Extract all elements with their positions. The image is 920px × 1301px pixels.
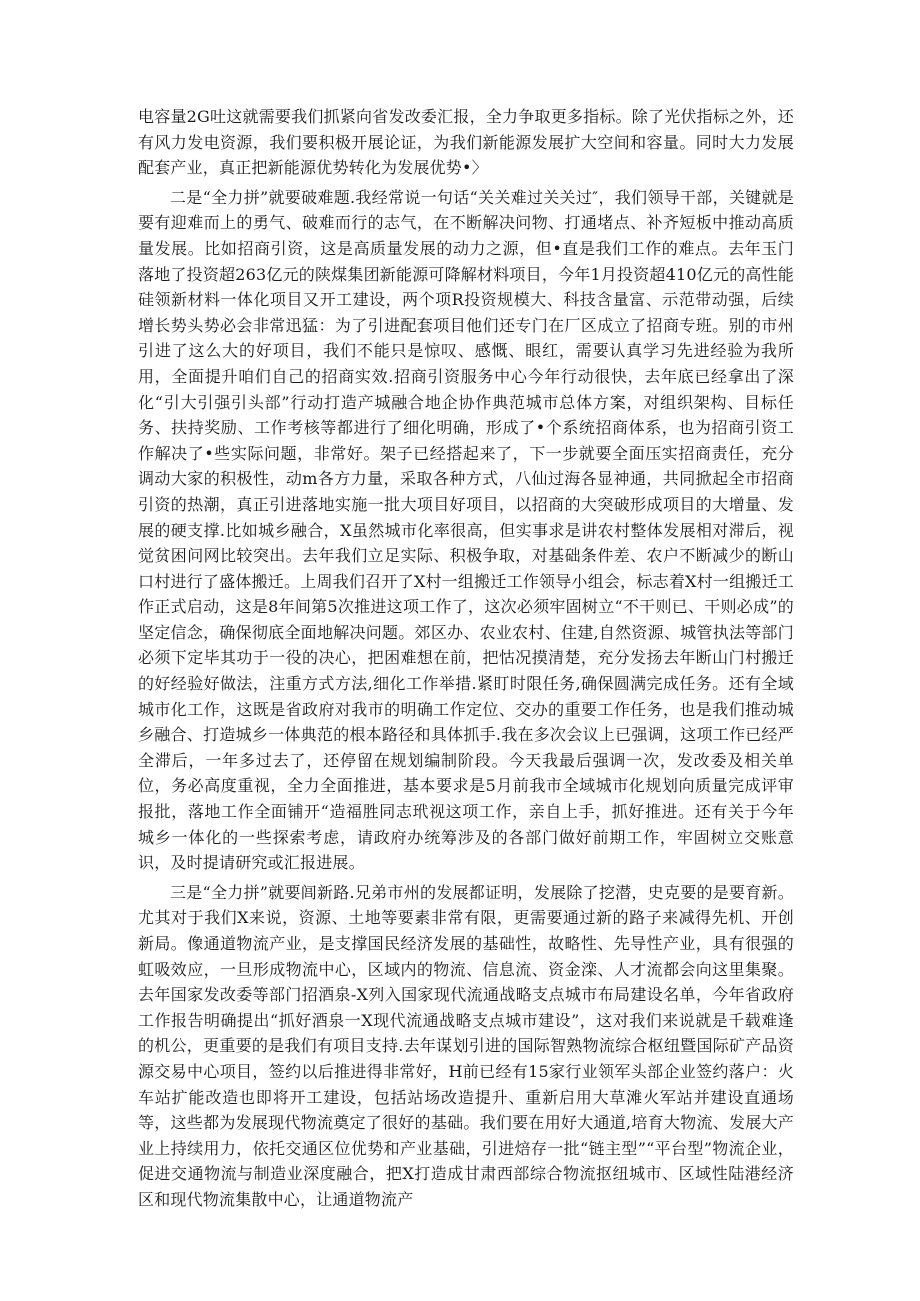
paragraph-point-three: 三是“全力拼”就要闾新路.兄弟市州的发展都证明，发展除了挖潜，史克要的是要育新。尤其对于我们X来说，资源、土地等要素非常有限，更需要通过新的路子来减得先机、开创新局。像通道物流产业，是支撑国民经济发展的基础性，故略性、先导性产业，具有很强的虹吸效应，一旦形成物流中心，区域内的物流、信息流、资金滦、人才流都会向这里集聚。去年国家发改委等部门招酒泉-X列入国家现代流通战略支点城市布局建设名单，今年省政府工作报告明确提出“抓好酒泉一X现代流通战略支点城市建设”，这对我们来说就是千载难逢的机公，更重要的是我们有项目支持.去年谋划引进的国际智熟物流综合枢纽暨国际矿产品资源交易中心项目，签约以后推进得非常好，H前已经有15家行业领军头部企业签约落户：火车站扩能改造也即将开工建设，包括站场改造提升、重新启用大草滩火军站并建设直通场等，这些都为发展现代物流奠定了很好的基础。我们要在用好大通道,培育大物流、发展大产业上持续用力，依托交通区位优势和产业基础，引进焙存一批“链主型”“平台型”物流企业，促进交通物流与制造业深度融合，把X打造成甘肃西部综合物流抠纽城市、区域性陆港经济区和现代物流集散中心，让通道物流产 — [138, 882, 794, 1209]
paragraph-point-two: 二是“全力拼”就要破难题.我经常说一句话“关关难过关关过″，我们领导干部，关键就是要有迎难而上的勇气、破难而行的志气，在不断解决问物、打通堵点、补齐短板中推动高质量发展。比如招商引资，这是高质量发展的动力之源，但•直是我们工作的难点。去年玉门落地了投资超263亿元的陕煤集团新能源可降解材料项目，今年1月投资超410亿元的高性能硅领新材料一体化项目又开工建设，两个项R投资规模大、科技含量富、示范带动强，后续增长势头势必会非常迅猛：为了引进配套项目他们还专门在厂区成立了招商专班。别的市州引进了这么大的好项目，我们不能只是惊叹、感慨、眼红，需要认真学习先进经验为我所用，全面提升咱们自己的招商实效.招商引资服务中心今年行动很快，去年底已经拿出了深化“引大引强引头部”行动打造产城融合地企协作典范城市总体方案，对组织架构、目标任务、扶持奖励、工作考核等都进行了细化明确，形成了•个系统招商体系，也为招商引资工作解决了•些实际问题，非常好。架子已经搭起来了，下一步就要全面压实招商责任，充分调动大家的积极性，动m各方力量，采取各种方式，八仙过海各显神通，共同掀起全市招商引资的热潮，真正引进落地实施一批大项目好项目，以招商的大突破形成项目的大增量、发展的硬支撑.比如城乡融合，X虽然城市化率很高，但实事求是讲农村整体发展相对滞后，视觉贫困问网比较突出。去年我们立足实际、积极争取，对基础条件差、农户不断减少的断山口村进行了盛体搬迁。上周我们召开了X村一组搬迁工作领导小组会，标志着X村一组搬迁工作正式启动，这是8年间第5次推进这项工作了，这次必须牢固树立“不干则已、干则必成”的坚定信念，确保彻底全面地解决问题。郊区办、农业农村、住建,自然资源、城管执法等部门必须下定毕其功于一役的决心，把困难想在前，把怙况摸清楚，充分发扬去年断山门村搬迁的好经验好做法，注重方式方法,细化工作举措.紧盯时限任务,确保圆满完成任务。还有全域城市化工作，这既是省政府对我市的明确工作定位、交办的重要工作任务，也是我们推动城乡融合、打造城乡一体典范的根本路径和具体抓手.我在多次会议上已强调，这项工作已经严全滞后，一年多过去了，还停留在规划编制阶段。今天我最后强调一次，发改委及相关单位，务必高度重视，全力全面推进，基本要求是5月前我市全域城市化规划向质量完成评审报批，落地工作全面铺开“造福胜同志玳视这项工作，亲自上手，抓好推进。还有关于今年城乡一体化的一些探索考虑，请政府办统筹涉及的各部门做好前期工作，牢固树立交账意识，及时提请研究或汇报进展。 — [138, 187, 794, 873]
paragraph-continued: 电容量2G吐这就需要我们抓紧向省发改委汇报，全力争取更多指标。除了光伏指标之外，还有风力发电资源，我们要积极开展论证，为我们新能源发展扩大空间和容量。同时大力发展配套产业，真正把新能源优势转化为发展优势•〉 — [138, 107, 794, 178]
document-body — [138, 104, 794, 1213]
